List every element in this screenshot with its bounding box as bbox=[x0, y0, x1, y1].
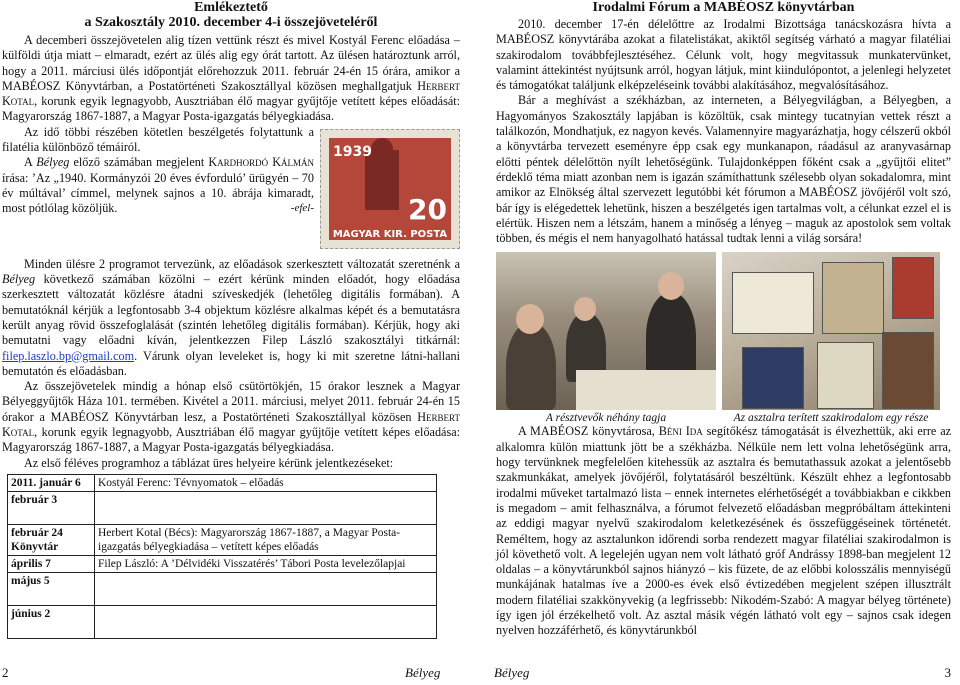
program-row bbox=[8, 605, 437, 638]
program-table bbox=[7, 474, 437, 639]
left-page-number: 2 bbox=[2, 665, 9, 680]
stamp-text: MAGYAR KIR. POSTA bbox=[332, 228, 448, 240]
p1-text-b: , korunk egyik legnagyobb, Ausztriában élő magyar gyűjtője vetített képes előadását: Magyarország 1867-1887, a Magyar Posta-igazgatás bélyegkiadása. bbox=[2, 94, 460, 124]
program-date: április 7 bbox=[8, 555, 95, 572]
left-title-line2: a Szakosztály 2010. december 4-i összejöveteléről bbox=[84, 15, 378, 30]
caption-participants: A résztvevők néhány tagja bbox=[545, 412, 667, 425]
p5-text-a: Az összejövetelek mindig a hónap első csütörtökjén, 15 órakor lesznek a Magyar Bélyeggyűjtők Háza 101. termében. Kivétel a 2011. márciusi, melyet 2011. február 24-én 15 órakor a MABÉOSZ Könyvtárban lesz, a Postatörténeti Szakosztállyal közösen bbox=[2, 379, 460, 424]
p5-text-b: , korunk egyik legnagyobb, Ausztriában élő magyar gyűjtője vetített képes előadása: Magyarország 1867-1887, a Magyar Posta-igazgatás bélyegkiadása. bbox=[2, 425, 460, 455]
program-topic bbox=[95, 572, 437, 605]
magazine-name: Bélyeg bbox=[36, 155, 70, 170]
r-p3-name: Béni Ida bbox=[658, 424, 703, 439]
left-paragraph-6: Az első féléves programhoz a táblázat üres helyeire kérünk jelentkezéseket: bbox=[24, 455, 394, 470]
left-title-line1: Emlékeztető bbox=[194, 0, 268, 15]
magazine-name-2: Bélyeg bbox=[2, 272, 36, 287]
stamp-image bbox=[320, 129, 460, 249]
right-page bbox=[490, 0, 955, 685]
p3-text-a: A bbox=[24, 155, 33, 170]
p3-name: Kardhordó Kálmán bbox=[208, 155, 315, 170]
program-row bbox=[8, 524, 437, 555]
right-paragraph-1: 2010. december 17-én délelőttre az Irodalmi Bizottsága tanácskozásra hívta a MABÉOSZ könyvtárába azokat a filatelistákat, akiktől segítség várható a magyar filatéliai szakirodalom továbbfejlesztéséhez. Célunk volt, hogy megvitassuk munkatervünket, valamint áttekintést nyújtsunk arról, hogyan látjuk, mint kiindulópontot, a jelenlegi helyzetet és támogatókat találjunk elképzeléseink további alakításához, megvalósításához. bbox=[496, 17, 951, 93]
left-paragraph-2: Az idő többi részében kötetlen beszélgetés folytattunk a filatélia különböző témáiról. bbox=[2, 124, 314, 155]
program-date: május 5 bbox=[8, 572, 95, 605]
left-paragraph-4 bbox=[2, 257, 460, 379]
participants-photo bbox=[496, 252, 716, 410]
program-topic: Kostyál Ferenc: Tévnyomatok – előadás bbox=[95, 474, 437, 491]
program-topic: Filep László: A ’Délvidéki Visszatérés’ Tábori Posta levelezőlapjai bbox=[95, 555, 437, 572]
right-footer-magazine: Bélyeg bbox=[494, 665, 530, 680]
left-footer-magazine: Bélyeg bbox=[405, 665, 441, 680]
program-topic bbox=[95, 491, 437, 524]
program-topic bbox=[95, 605, 437, 638]
program-date: február 24 Könyvtár bbox=[8, 524, 95, 555]
caption-literature: Az asztalra terített szakirodalom egy része bbox=[733, 412, 929, 425]
p3-text-b: előző számában megjelent bbox=[73, 155, 205, 170]
p4-text-b: következő számában közölni – ezért kérünk minden előadót, hogy előadása szerkesztett változatát közlésre átadni szíveskedjék (lehetőleg digitális formában). A bemutatóknál kérjük a legfontosabb 3-4 objektum közlésre alkalmas képét és a bemutatásra került anyag rövid összefoglalását (szintén lehetőleg digitális formában). Kérjük, hogy aki bemutatni vagy előadni kíván, jelentkezzen Filep László szakosztályi titkárnál: bbox=[2, 272, 461, 348]
stamp-value: 20 bbox=[408, 192, 447, 226]
program-topic: Herbert Kotal (Bécs): Magyarország 1867-1887, a Magyar Posta-igazgatás bélyegkiadása – vetített képes előadás bbox=[95, 524, 437, 555]
program-row bbox=[8, 555, 437, 572]
program-row bbox=[8, 491, 437, 524]
right-paragraph-3 bbox=[496, 424, 951, 638]
program-row bbox=[8, 474, 437, 491]
p4-text-c: . Várunk olyan leveleket is, hogy ki mit szeretne látni-hallani bemutatón és előadásban. bbox=[2, 348, 460, 378]
right-paragraph-2: Bár a meghívást a székházban, az interneten, a Bélyegvilágban, a Bélyegben, a Hagyományos Szakosztály lapjában is közöltük, csak mintegy tucatnyian vettek részt a találkozón, Mondhatjuk, ez nagyon kevés. Valamennyire magyarázhatja, hogy célszerű okból a könyvtárba tervezett eseményre épp csak egy munkanapon, ráadásul az aranyvasárnap előtti péntek délelőttön nyílt lehetőségünk. Tulajdonképpen főként csak a „gyűjtői elitet” érdeklő téma miatt azonban nem is igazán számíthattunk szélesebb olyan sokadalomra, mint amikor az Elnökség által szervezett legutóbbi két fórumon a MABÉOSZ jövőjéről volt szó, bár így is elégedettek lehetünk, hiszen a beszélgetés igen tartalmas volt, a célunkat ezzel el is elértük. Hiszen nem a létszám, hanem a minőség a lényeg – maguk az apostolok sem voltak többen, és mégis el nem hanyagolható hatással tudtak lenni a világ sorsára! bbox=[496, 93, 951, 246]
program-date: február 3 bbox=[8, 491, 95, 524]
p5-name: Herbert Kotal bbox=[2, 409, 460, 440]
left-paragraph-1 bbox=[2, 33, 460, 125]
p1-name: Herbert Kotal bbox=[2, 78, 460, 109]
p4-text-a: Minden ülésre 2 programot tervezünk, az előadások szerkesztett változatát szeretnénk a bbox=[24, 256, 460, 271]
program-date: június 2 bbox=[8, 605, 95, 638]
stamp-year: 1939 bbox=[333, 143, 372, 160]
email-link[interactable]: filep.laszlo.bp@gmail.com bbox=[2, 348, 135, 363]
program-row bbox=[8, 572, 437, 605]
p3-text-c: írása: ’Az „1940. Kormányzói 20 éves évforduló’ ürügyén – 70 év múltával’ címmel, melynek sajnos a 10. ábrája kimaradt, most pótlólag közöljük. bbox=[2, 170, 314, 216]
right-title: Irodalmi Fórum a MABÉOSZ könyvtárban bbox=[592, 0, 855, 15]
photo-captions bbox=[496, 412, 951, 424]
right-page-number: 3 bbox=[944, 665, 951, 680]
program-date: 2011. január 6 bbox=[8, 474, 95, 491]
r-p3-text-a: A MABÉOSZ könyvtárosa, bbox=[518, 424, 655, 439]
photo-row bbox=[496, 252, 951, 410]
r-p3-text-b: segítőkész támogatását is élvezhettük, aki erre az alkalomra külön miattunk jött be a székházba. Nélküle nem lett volna lehetőségünk arra, hogy tervünknek megfelelően kitehessük az asztalra és bemutathassuk azokat a jelentősebb szakmunkákat, amelyek jövőjéről, folytatásáról beszéltünk. Készült ehhez a legfontosabb irodalmi műveket tartalmazó lista – ennek internetes elérhetőségét a továbbiakban e cikkben is megadom – amit felhasználva, a fórumot felvezető előadásban megpróbáltam áttekinteni az eddigi magyar nyelvű szakirodalom keletkezésének és összefüggéseinek történetét. Reméltem, hogy az asztalunkon időrendi sorba rendezett magyar filatéliai szakirodalmon is jól követhető volt. A legelején ugyan nem volt látható gróf Andrássy 1898-ban megjelent 12 oldalas – a könyvtárunkból sajnos hiányzó – kis füzete, de az előbbi kolosszális mennyiségű munkájának hatalmas íve a 2000-es évek első évtizedében megjelent szépen illusztrált modern filatéliai szakkönyvekig (a legfrissebb: Nikodém-Szabó: A magyar bélyeg története) így igen jól érzékelhető volt. Az asztal másik végén látható volt egy – sajnos csak idegen nyelven hozzáférhető, és könyvtárunkból bbox=[496, 424, 952, 638]
literature-photo bbox=[722, 252, 940, 410]
left-paragraph-5 bbox=[2, 379, 460, 455]
p1-text-a: A decemberi összejövetelen alig tízen vettünk részt és mivel Kostyál Ferenc előadása – külföldi útja miatt – elmaradt, ezért az ülés alig egy órát tartott. Az ülésen határoztunk arról, hogy a 2011. márciusi ülés időpontját előrehozzuk 2011. február 24-én 15 órára, amikor a MABÉOSZ Könyvtárban, a Postatörténeti Szakosztállyal közösen meghallgatjuk bbox=[2, 33, 460, 93]
author-signature: -efel- bbox=[290, 202, 314, 215]
left-page bbox=[0, 0, 470, 685]
